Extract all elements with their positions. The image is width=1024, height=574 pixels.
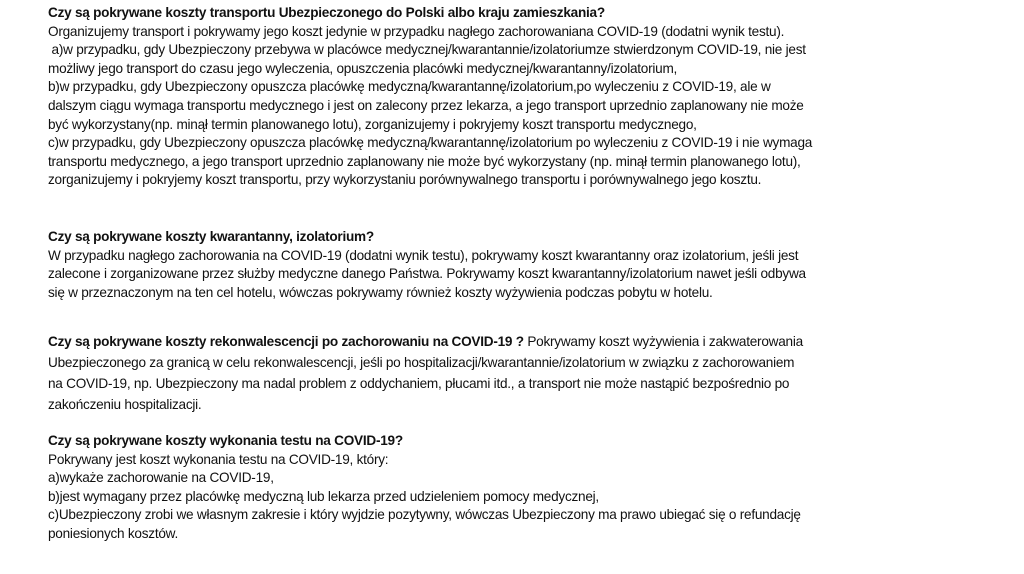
paragraph-line: b)jest wymagany przez placówkę medyczną lub lekarza przed udzieleniem pomocy medycznej,: [48, 488, 599, 504]
paragraph-line: c)w przypadku, gdy Ubezpieczony opuszcza placówkę medyczną/kwarantannę/izolatorium po wyleczeniu z COVID-19 i nie wymaga: [48, 135, 813, 151]
paragraph-line: c)Ubezpieczony zrobi we własnym zakresie i który wyjdzie pozytywny, wówczas Ubezpieczony ma prawo ubiegać się o refundację: [48, 507, 801, 523]
section-heading: Czy są pokrywane koszty wykonania testu na COVID-19?: [48, 433, 403, 448]
section-heading: Czy są pokrywane koszty kwarantanny, izolatorium?: [48, 229, 374, 244]
paragraph-line: Pokrywany jest koszt wykonania testu na COVID-19, który:: [48, 451, 389, 467]
paragraph-line: Organizujemy transport i pokrywamy jego koszt jedynie w przypadku nagłego zachorowaniana COVID-19 (dodatni wynik testu).: [48, 23, 785, 39]
paragraph-line: a)wykaże zachorowanie na COVID-19,: [48, 470, 274, 486]
section-quarantine: [48, 228, 806, 302]
paragraph-line: zorganizujemy i pokryjemy koszt transportu, przy wykorzystaniu porównywalnego transportu i porównywalnego jego kosztu.: [48, 172, 762, 188]
paragraph-line: na COVID-19, np. Ubezpieczony ma nadal problem z oddychaniem, płucami itd., a transport nie może nastąpić bezpośrednio po: [48, 376, 790, 391]
paragraph-line: Ubezpieczonego za granicą w celu rekonwalescencji, jeśli po hospitalizacji/kwarantannie/izolatorium w związku z zachorowaniem: [48, 355, 795, 370]
paragraph-line: możliwy jego transport do czasu jego wyleczenia, opuszczenia placówki medycznej/kwarantanny/izolatorium,: [48, 60, 678, 76]
section-heading: Czy są pokrywane koszty transportu Ubezpieczonego do Polski albo kraju zamieszkania?: [48, 5, 605, 20]
section-heading: Czy są pokrywane koszty rekonwalescencji po zachorowaniu na COVID-19 ?: [48, 334, 524, 349]
paragraph-line: się w przeznaczonym na ten cel hotelu, wówczas pokrywamy również koszty wyżywienia podczas pobytu w hotelu.: [48, 284, 713, 300]
paragraph-line: poniesionych kosztów.: [48, 525, 179, 541]
paragraph-line: W przypadku nagłego zachorowania na COVID-19 (dodatni wynik testu), pokrywamy koszt kwarantanny oraz izolatorium, jeśli jest: [48, 247, 799, 263]
paragraph-line: a)w przypadku, gdy Ubezpieczony przebywa w placówce medycznej/kwarantannie/izolatoriumze stwierdzonym COVID-19, nie jest: [48, 42, 806, 58]
paragraph-text: Pokrywamy koszt wyżywienia i zakwaterowania: [523, 334, 803, 349]
section-convalescence: [48, 331, 803, 415]
section-testing: [48, 432, 801, 544]
paragraph-line: transportu medycznego, a jego transport uprzednio zaplanowany nie może być wykorzystany (np. minął termin planowanego lotu),: [48, 153, 801, 169]
section-transport: [48, 4, 812, 190]
paragraph-line: dalszym ciągu wymaga transportu medycznego i jest on zalecony przez lekarza, a jego transport uprzednio zaplanowany nie może: [48, 97, 804, 113]
paragraph-line: b)w przypadku, gdy Ubezpieczony opuszcza placówkę medyczną/kwarantannę/izolatorium,po wyleczeniu z COVID-19, ale w: [48, 79, 771, 95]
heading-line: [48, 331, 803, 352]
paragraph-line: być wykorzystany(np. minął termin planowanego lotu), zorganizujemy i pokryjemy koszt transportu medycznego,: [48, 116, 697, 132]
paragraph-line: zakończeniu hospitalizacji.: [48, 397, 202, 412]
paragraph-line: zalecone i zorganizowane przez służby medyczne danego Państwa. Pokrywamy koszt kwarantanny/izolatorium nawet jeśli odbywa: [48, 266, 806, 282]
